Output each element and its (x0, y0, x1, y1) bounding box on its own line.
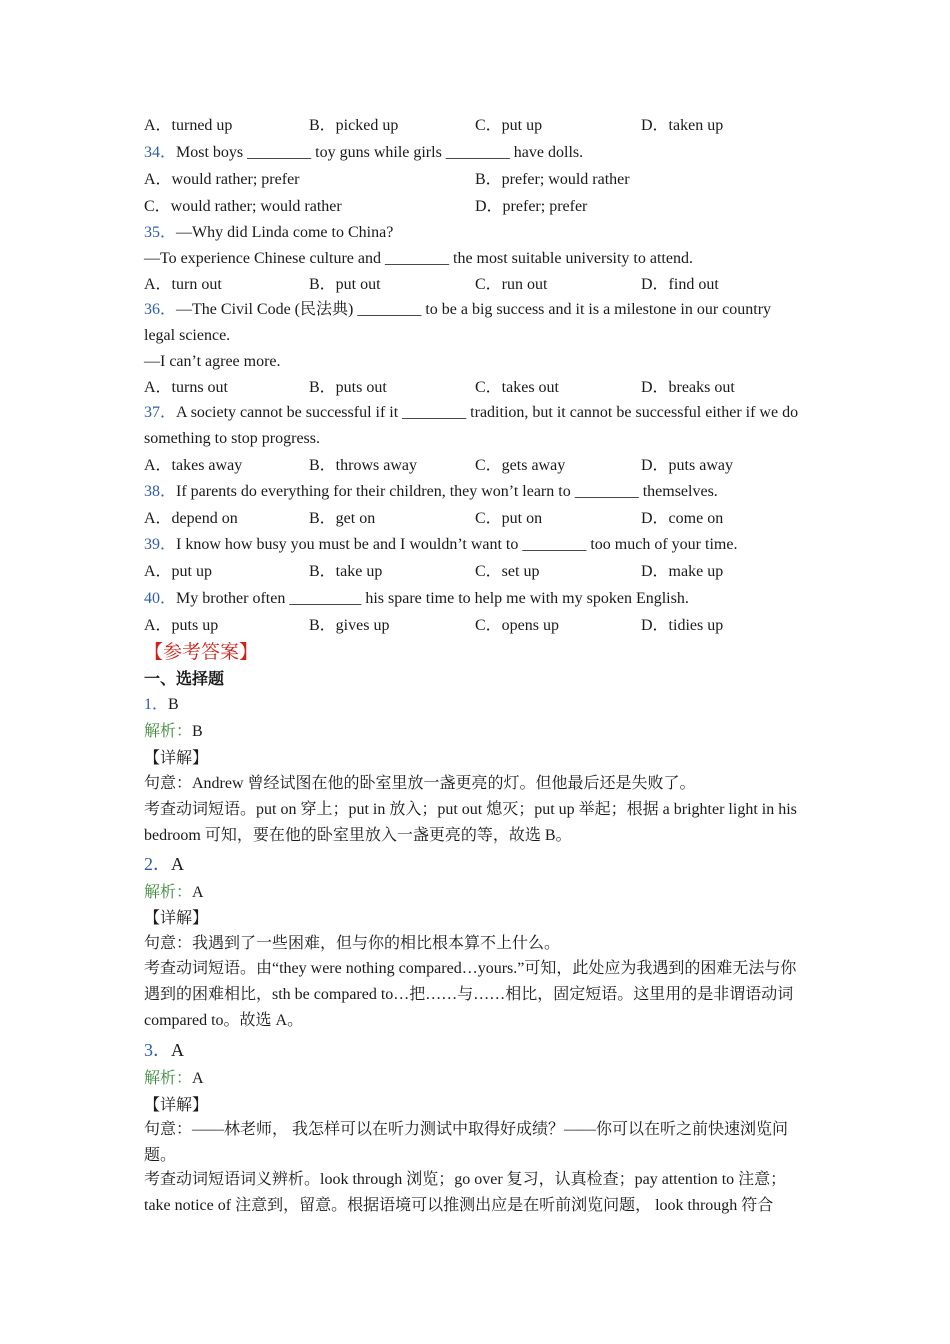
q36-option-a: A．turns out (144, 379, 229, 396)
question-text: If parents do everything for their children, they won’t learn to ________ themselves. (176, 483, 718, 500)
q40-option-b: B．gives up (309, 617, 390, 634)
question-text: —The Civil Code (民法典) ________ to be a big success and it is a milestone in our country legal science. (144, 301, 772, 344)
analysis-value: B (192, 723, 203, 740)
q39-option-b: B．take up (309, 563, 383, 580)
q34-option-c: C．would rather; would rather (144, 198, 342, 215)
q34-option-d: D．prefer; prefer (475, 198, 588, 215)
analysis-label: 解析： (144, 723, 193, 740)
analysis-label: 解析： (144, 884, 193, 901)
q33-option-c: C．put up (475, 117, 543, 134)
q38-option-a: A．depend on (144, 510, 238, 527)
q40-option-c: C．opens up (475, 617, 560, 634)
answer-2-explanation: 考查动词短语。由“they were nothing compared…yours.”可知，此处应为我遇到的困难无法与你遇到的困难相比，sth be compared to…把……与……相比，固定短语。这里用的是非谓语动词 compared to。故选 A。 (144, 960, 797, 1029)
q35-option-b: B．put out (309, 276, 381, 293)
q33-option-a: A．turned up (144, 117, 233, 134)
question-text: I know how busy you must be and I wouldn’t want to ________ too much of your time. (176, 536, 738, 553)
question-number: 40． (144, 590, 177, 607)
question-number: 37． (144, 404, 177, 421)
answer-1-analysis (144, 722, 203, 742)
q35-option-d: D．find out (641, 276, 719, 293)
answer-3 (144, 1040, 184, 1060)
question-40 (144, 589, 689, 609)
q40-option-a: A．puts up (144, 617, 219, 634)
question-text: My brother often _________ his spare time to help me with my spoken English. (176, 590, 689, 607)
q38-option-b: B．get on (309, 510, 376, 527)
q36-option-d: D．breaks out (641, 379, 735, 396)
q37-option-a: A．takes away (144, 457, 243, 474)
q37-option-b: B．throws away (309, 457, 417, 474)
answer-number: 1． (144, 696, 169, 713)
answer-2-analysis (144, 883, 204, 903)
q36-option-c: C．takes out (475, 379, 559, 396)
q39-option-d: D．make up (641, 563, 724, 580)
answer-2-meaning: 句意：我遇到了一些困难，但与你的相比根本算不上什么。 (144, 935, 561, 952)
answer-3-detail-label: 【详解】 (144, 1097, 209, 1114)
q37-option-d: D．puts away (641, 457, 733, 474)
answers-header: 【参考答案】 (144, 642, 259, 663)
question-35-reply: —To experience Chinese culture and ________ the most suitable university to attend. (144, 250, 693, 267)
answer-number: 3． (144, 1040, 171, 1060)
answer-3-analysis (144, 1069, 204, 1089)
q34-option-b: B．prefer; would rather (475, 171, 630, 188)
q35-option-c: C．run out (475, 276, 548, 293)
analysis-value: A (192, 884, 204, 901)
q39-option-a: A．put up (144, 563, 213, 580)
answer-3-explanation: 考查动词短语词义辨析。look through 浏览；go over 复习，认真检查；pay attention to 注意；take notice of 注意到，留意。根据语境可以推测出应是在听前浏览问题， look through 符合 (144, 1171, 787, 1214)
q33-option-d: D．taken up (641, 117, 724, 134)
question-37 (144, 400, 806, 452)
q38-option-d: D．come on (641, 510, 724, 527)
answer-1-explanation: 考查动词短语。put on 穿上；put in 放入；put out 熄灭；put up 举起；根据 a brighter light in his bedroom 可知，要在他的卧室里放入一盏更亮的等，故选 B。 (144, 801, 797, 844)
answer-value: A (171, 1040, 184, 1060)
question-36-reply: —I can’t agree more. (144, 353, 281, 370)
question-text: Most boys ________ toy guns while girls ________ have dolls. (176, 144, 584, 161)
question-36 (144, 297, 806, 349)
answer-value: A (171, 854, 184, 874)
answer-2-detail-label: 【详解】 (144, 910, 209, 927)
answer-value: B (168, 696, 179, 713)
q38-option-c: C．put on (475, 510, 543, 527)
q36-option-b: B．puts out (309, 379, 387, 396)
question-35 (144, 223, 393, 243)
answer-1 (144, 695, 179, 715)
q39-option-c: C．set up (475, 563, 540, 580)
question-number: 34． (144, 144, 177, 161)
question-34 (144, 143, 583, 163)
answer-1-meaning: 句意：Andrew 曾经试图在他的卧室里放一盏更亮的灯。但他最后还是失败了。 (144, 775, 696, 792)
question-39 (144, 535, 737, 555)
answer-3-meaning: 句意：——林老师， 我怎样可以在听力测试中取得好成绩？——你可以在听之前快速浏览问题。 (144, 1121, 789, 1164)
question-text: —Why did Linda come to China? (176, 224, 394, 241)
q34-option-a: A．would rather; prefer (144, 171, 300, 188)
answer-2 (144, 854, 184, 874)
answer-1-detail-label: 【详解】 (144, 750, 209, 767)
question-number: 39． (144, 536, 177, 553)
section-title: 一、选择题 (144, 671, 225, 688)
question-number: 36． (144, 301, 177, 318)
q40-option-d: D．tidies up (641, 617, 724, 634)
analysis-label: 解析： (144, 1070, 193, 1087)
question-number: 35． (144, 224, 177, 241)
question-38 (144, 482, 718, 502)
analysis-value: A (192, 1070, 204, 1087)
q35-option-a: A．turn out (144, 276, 222, 293)
question-number: 38． (144, 483, 177, 500)
q37-option-c: C．gets away (475, 457, 566, 474)
q33-option-b: B．picked up (309, 117, 399, 134)
answer-number: 2． (144, 854, 171, 874)
question-text: A society cannot be successful if it ________ tradition, but it cannot be successful either if we do something to stop progress. (144, 404, 799, 447)
